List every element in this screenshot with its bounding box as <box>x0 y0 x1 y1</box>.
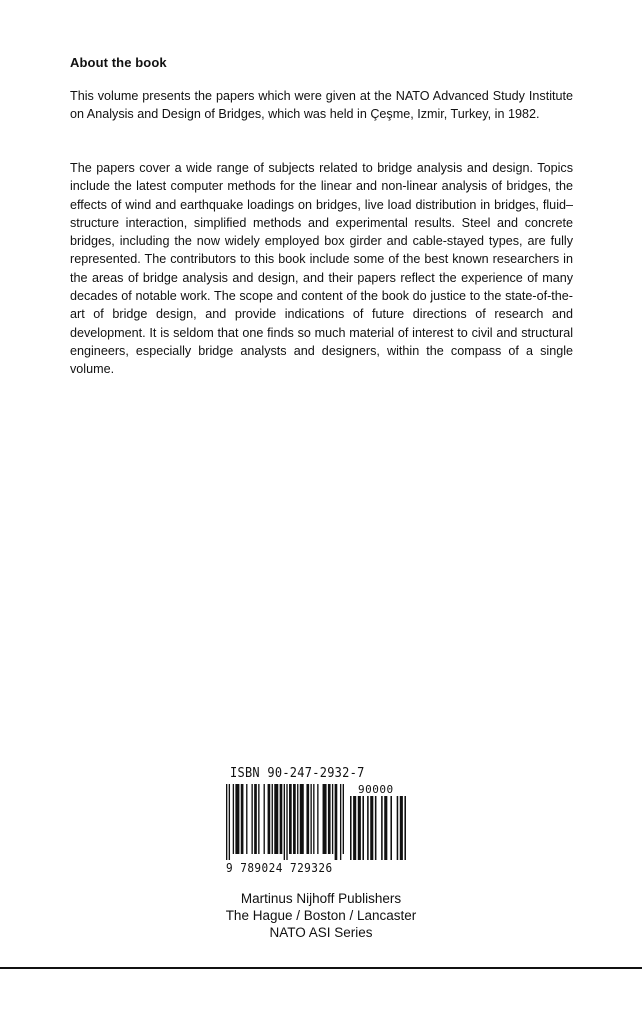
barcode-bar <box>226 784 227 860</box>
barcode-bar <box>241 784 244 854</box>
barcode-bar <box>258 784 259 854</box>
barcode-bar <box>246 784 247 854</box>
barcode-bar <box>375 796 377 860</box>
barcode-bar <box>229 784 230 860</box>
barcode-bar <box>280 784 283 854</box>
barcode-bar <box>362 796 364 860</box>
barcode-bar <box>370 796 373 860</box>
publisher-block <box>190 890 452 941</box>
barcode-bar <box>274 784 278 854</box>
barcode-addon <box>350 796 406 860</box>
barcode-bar <box>384 796 387 860</box>
barcode-bar <box>381 796 383 860</box>
barcode-bar <box>306 784 309 854</box>
barcode-bar <box>390 796 392 860</box>
paragraph-content: The papers cover a wide range of subjects related to bridge analysis and design. Topics include the latest computer methods for the linear and non-linear analysis of bridges, the effects of wind and earthquake loadings on bridges, live load distribution in bridges, fluid–structure interaction, simplified methods and experimental results. Steel and concrete bridges, including the now widely employed box girder and cable-stayed types, are fully represented. The contributors to this book include some of the best known researchers in the areas of bridge analysis and design, and their papers reflect the experience of many decades of notable work. The scope and content of the book do justice to the state-of-the-art of bridge design, and provide indications of future directions of research and development. It is seldom that one finds so much material of interest to civil and structural engineers, especially bridge analysts and designers, within the compass of a single volume. <box>70 161 573 377</box>
barcode-bar <box>343 784 344 854</box>
isbn-label: ISBN 90-247-2932-7 <box>230 766 365 781</box>
barcode-bar <box>297 784 298 854</box>
barcode-bar <box>397 796 399 860</box>
barcode-bar <box>328 784 331 854</box>
barcode-bar <box>400 796 403 860</box>
barcode-bar <box>254 784 257 854</box>
barcode-bar <box>358 796 361 860</box>
barcode-bar <box>300 784 304 854</box>
barcode-digits: 9 789024 729326 <box>226 861 333 875</box>
barcode-bar <box>264 784 265 854</box>
barcode-bar <box>332 784 333 854</box>
barcode-bar <box>317 784 318 854</box>
barcode-bar <box>286 784 287 860</box>
barcode-bar <box>284 784 285 860</box>
barcode-bar <box>313 784 314 854</box>
barcode-main <box>226 784 344 860</box>
barcode-bar <box>367 796 369 860</box>
barcode-bar <box>353 796 356 860</box>
bottom-rule <box>0 967 642 969</box>
barcode-bar <box>340 784 341 860</box>
barcode-bar <box>350 796 352 860</box>
barcode-bar <box>233 784 234 854</box>
barcode-bar <box>323 784 327 854</box>
addon-digits: 90000 <box>358 783 394 796</box>
barcode-bar <box>272 784 273 854</box>
series-name: NATO ASI Series <box>269 925 373 940</box>
barcode-bar <box>404 796 406 860</box>
about-heading: About the book <box>70 55 167 70</box>
barcode-bar <box>289 784 292 854</box>
barcode-bar <box>268 784 271 854</box>
barcode-bar <box>310 784 311 854</box>
barcode-bar <box>335 784 338 860</box>
paragraph-intro: This volume presents the papers which were given at the NATO Advanced Study Institute on Analysis and Design of Bridges, which was held in Çeşme, Izmir, Turkey, in 1982. <box>70 89 573 122</box>
barcode-bar <box>251 784 252 854</box>
barcode-bar <box>293 784 296 854</box>
publisher-name: Martinus Nijhoff Publishers <box>240 891 402 906</box>
publisher-cities: The Hague / Boston / Lancaster <box>225 908 417 923</box>
barcode-bar <box>235 784 239 854</box>
